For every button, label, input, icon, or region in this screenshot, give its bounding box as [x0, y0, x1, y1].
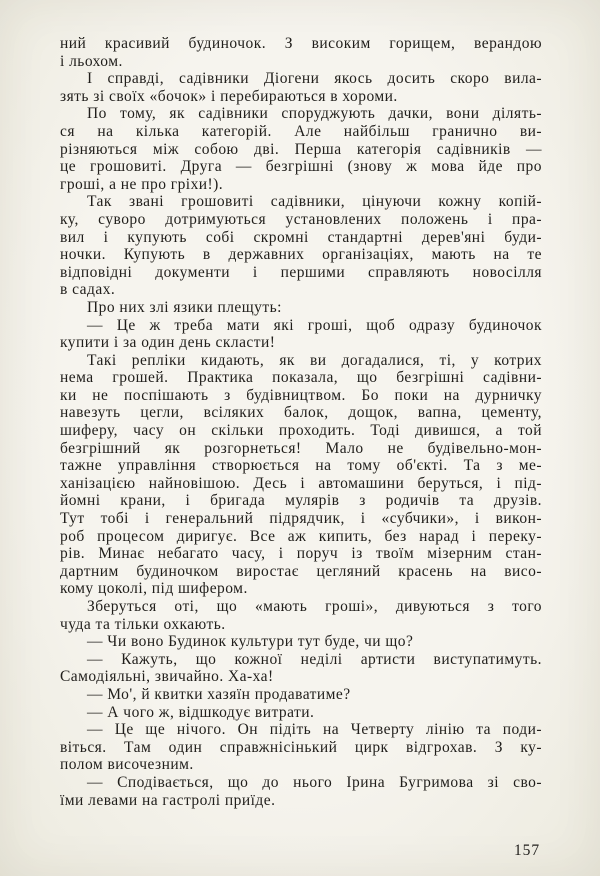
text-line: роб процесом диригує. Все аж кипить, без нарад і переку-: [60, 527, 542, 545]
text-line: навезуть цегли, всіляких балок, дощок, вапна, цементу,: [60, 404, 542, 422]
text-line: ний красивий будиночок. З високим горищем, верандою: [60, 35, 542, 52]
text-line: віться. Там один справжнісінький цирк відгрохав. З ку-: [60, 738, 542, 756]
text-line: йомні крани, і бригада мулярів з родичів та друзів.: [60, 492, 542, 510]
text-line: ханізацією найновішою. Десь і автомашини беруться, і під-: [60, 474, 542, 492]
paragraph: [60, 317, 542, 352]
text-line: це грошовиті. Друга — безгрішні (знову ж мова йде про: [60, 158, 542, 176]
paragraph: [60, 704, 542, 722]
text-line: в садах.: [60, 281, 116, 299]
text-line: — Чи воно Будинок культури тут буде, чи що?: [87, 633, 414, 651]
paragraph: [60, 193, 542, 299]
paragraph: [60, 299, 542, 317]
page-number: 157: [513, 842, 540, 859]
text-line: І справді, садівники Діогени якось досить скоро вила-: [87, 70, 542, 88]
text-line: кому цоколі, під шифером.: [60, 580, 248, 598]
text-line: — Сподівається, що до нього Ірина Бугримова зі сво-: [87, 773, 542, 791]
text-line: гроші, а не про гріхи!).: [60, 175, 224, 193]
text-line: купити і за один день скласти!: [60, 334, 276, 352]
paragraph: [60, 35, 542, 70]
text-line: полом височезним.: [60, 756, 194, 774]
text-line: зять зі своїх «бочок» і перебираються в хороми.: [60, 87, 398, 105]
paragraph: [60, 598, 542, 633]
text-line: ся на кілька категорій. Але найбільш гранично ви-: [60, 122, 542, 140]
text-line: — А чого ж, відшкодує витрати.: [87, 703, 315, 721]
text-line: Так звані грошовиті садівники, цінуючи кожну копій-: [87, 193, 542, 211]
text-line: ку, суворо дотримуються установлених положень і пра-: [60, 210, 542, 228]
text-line: відповідні документи і першими справляють новосілля: [60, 263, 542, 281]
paragraph: [60, 633, 542, 651]
text-line: — Кажуть, що кожної неділі артисти виступатимуть.: [87, 650, 542, 668]
text-line: — Мо', й квитки хазяїн продаватиме?: [87, 685, 351, 703]
text-line: тажне управління створюється на тому об'єкті. Та з ме-: [60, 457, 542, 475]
text-line: їми левами на гастролі приїде.: [60, 791, 276, 809]
paragraph: [60, 651, 542, 686]
text-line: Тут тобі і генеральний підрядчик, і «субчики», і викон-: [60, 510, 542, 528]
text-line: і льохом.: [60, 52, 123, 70]
text-line: ночки. Купують в державних організаціях, мають на те: [60, 246, 542, 264]
text-line: нема грошей. Практика показала, що безгрішні садівни-: [60, 369, 542, 387]
text-line: вил і купують собі скромні стандартні дерев'яні буди-: [60, 228, 542, 246]
paragraph: [60, 721, 542, 774]
text-line: ки не поспішають з будівництвом. Бо поки на дурничку: [60, 386, 542, 404]
paragraph: [60, 686, 542, 704]
text-line: Самодіяльні, звичайно. Ха-ха!: [60, 668, 274, 686]
text-line: різняються між собою дві. Перша категорія садівників —: [60, 140, 542, 158]
text-line: чуда та тільки охкають.: [60, 615, 226, 633]
text-line: Такі репліки кидають, як ви догадалися, ті, у котрих: [87, 351, 542, 369]
paragraph: [60, 352, 542, 598]
text-line: шиферу, часу он скільки проходить. Тоді дивишся, а той: [60, 422, 542, 440]
text-line: По тому, як садівники споруджують дачки, вони ділять-: [87, 105, 542, 123]
text-line: рів. Минає небагато часу, і поруч із твоїм мізерним стан-: [60, 545, 542, 563]
text-line: безгрішний як розгорнеться! Мало не будівельно-мон-: [60, 439, 542, 457]
text-line: Зберуться оті, що «мають гроші», дивуються з того: [87, 598, 542, 615]
text-line: Про них злі язики плещуть:: [87, 298, 282, 316]
page-text: [60, 35, 542, 809]
text-line: дартним будиночком виростає цегляний красень на висо-: [60, 562, 542, 580]
paragraph: [60, 70, 542, 105]
paragraph: [60, 105, 542, 193]
text-line: — Це ще нічого. Он підіть на Четверту лінію та поди-: [87, 721, 542, 739]
paragraph: [60, 774, 542, 809]
text-line: — Це ж треба мати які гроші, щоб одразу будиночок: [87, 316, 542, 334]
